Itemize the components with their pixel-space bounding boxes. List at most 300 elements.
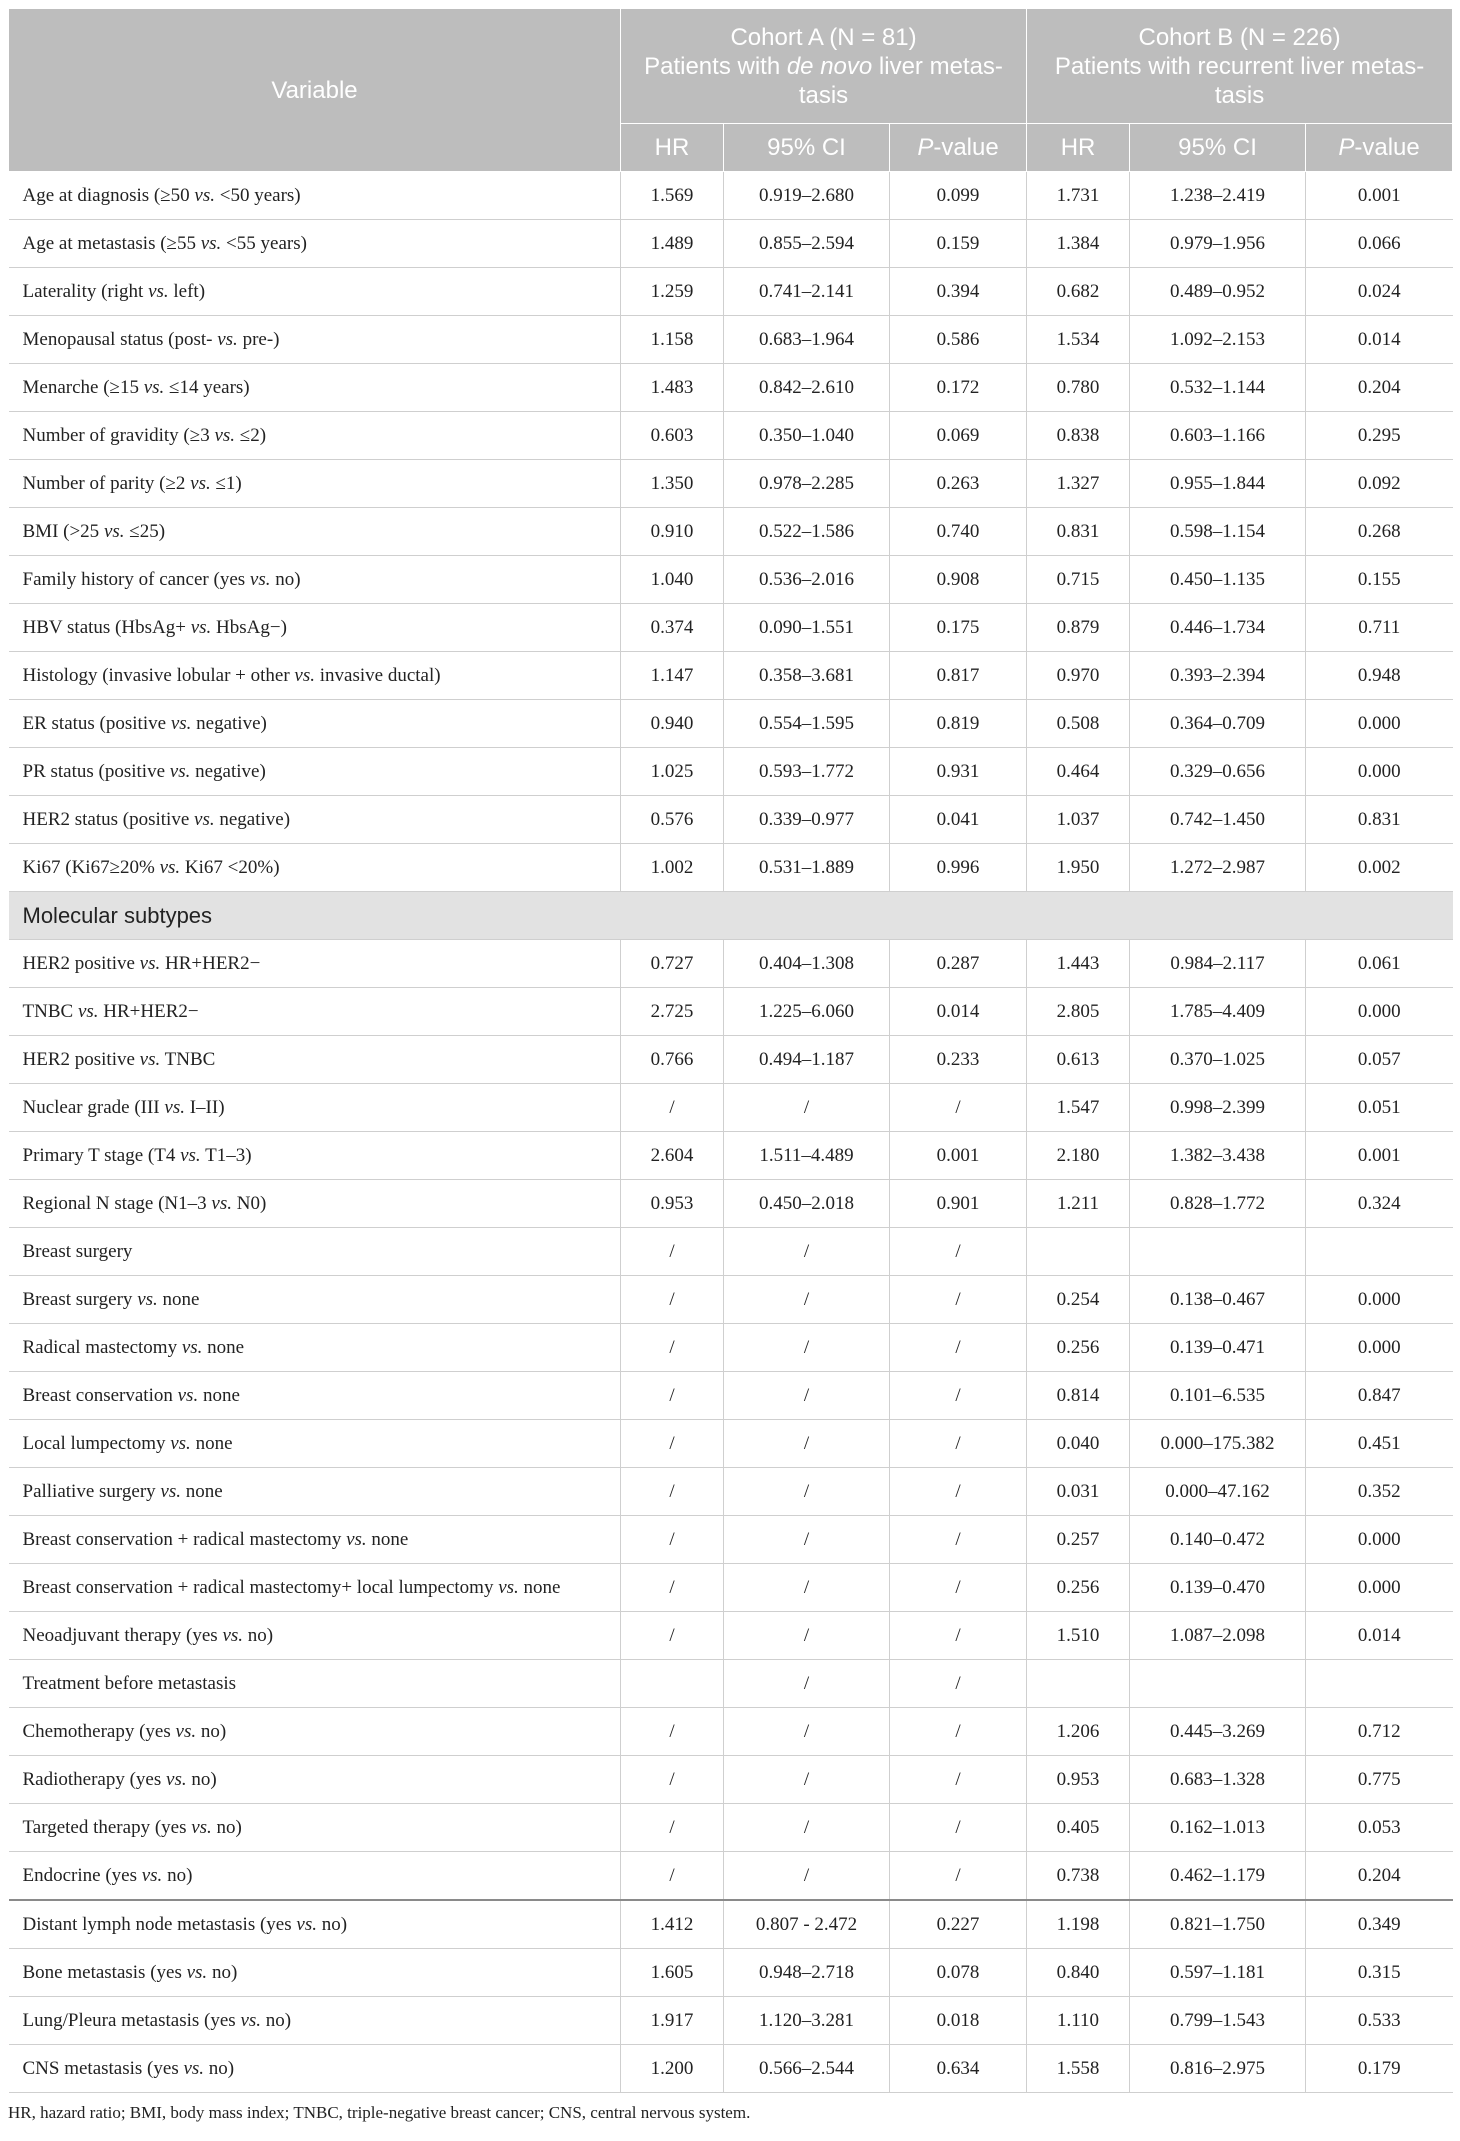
table-row	[9, 268, 1453, 316]
cohort-b-ci-cell: 1.238–2.419	[1130, 172, 1306, 220]
cohort-a-ci-cell: 0.090–1.551	[724, 604, 890, 652]
cohort-a-ci-cell: 0.978–2.285	[724, 460, 890, 508]
cohort-b-hr-cell: 1.198	[1027, 1900, 1130, 1949]
cohort-a-p-value-cell: 0.817	[890, 652, 1027, 700]
cohort-b-hr-cell: 0.405	[1027, 1804, 1130, 1852]
cohort-a-ci-cell: /	[724, 1324, 890, 1372]
cohort-a-ci-cell: 0.522–1.586	[724, 508, 890, 556]
table-row	[9, 652, 1453, 700]
cohort-b-p-value-cell: 0.000	[1306, 700, 1453, 748]
cohort-a-p-value-cell: /	[890, 1660, 1027, 1708]
cohort-a-p-value-cell: /	[890, 1564, 1027, 1612]
cohort-b-hr-cell: 0.780	[1027, 364, 1130, 412]
cohort-b-p-value-cell: 0.053	[1306, 1804, 1453, 1852]
cohort-a-p-value-cell: 0.394	[890, 268, 1027, 316]
cohort-b-p-value-cell: 0.000	[1306, 748, 1453, 796]
cohort-b-ci-cell: 0.445–3.269	[1130, 1708, 1306, 1756]
variable-header: Variable	[9, 9, 621, 172]
cohort-b-ci-cell: 0.816–2.975	[1130, 2045, 1306, 2093]
variable-cell: BMI (>25 vs. ≤25)	[9, 508, 621, 556]
table-row	[9, 1468, 1453, 1516]
cohort-b-p-value-cell: 0.451	[1306, 1420, 1453, 1468]
cohort-a-ci-cell: 0.919–2.680	[724, 172, 890, 220]
cohort-a-desc-pre: Patients with	[644, 52, 787, 80]
cohort-a-hr-cell: 1.605	[621, 1949, 724, 1997]
variable-cell: Ki67 (Ki67≥20% vs. Ki67 <20%)	[9, 844, 621, 892]
variable-cell: Age at diagnosis (≥50 vs. <50 years)	[9, 172, 621, 220]
cohort-a-hr-cell: 0.940	[621, 700, 724, 748]
section-row	[9, 892, 1453, 940]
cohort-b-ci-cell: 0.603–1.166	[1130, 412, 1306, 460]
cohort-a-hr-cell: 1.147	[621, 652, 724, 700]
cohort-b-ci-cell: 0.329–0.656	[1130, 748, 1306, 796]
variable-cell: HER2 positive vs. TNBC	[9, 1036, 621, 1084]
cohort-b-ci-cell: 0.828–1.772	[1130, 1180, 1306, 1228]
cohort-b-ci-cell: 0.489–0.952	[1130, 268, 1306, 316]
section-label: Molecular subtypes	[9, 892, 1453, 940]
variable-cell: Menopausal status (post- vs. pre-)	[9, 316, 621, 364]
cohort-b-hr-cell: 2.180	[1027, 1132, 1130, 1180]
cohort-a-p-value-cell: /	[890, 1708, 1027, 1756]
cohort-a-hr-cell: /	[621, 1084, 724, 1132]
variable-cell: Number of parity (≥2 vs. ≤1)	[9, 460, 621, 508]
cohort-a-hr-cell: 0.766	[621, 1036, 724, 1084]
cohort-a-hr-cell: /	[621, 1804, 724, 1852]
cohort-b-p-value-cell: 0.000	[1306, 988, 1453, 1036]
cohort-b-hr-cell: 0.464	[1027, 748, 1130, 796]
variable-cell: CNS metastasis (yes vs. no)	[9, 2045, 621, 2093]
cohort-a-hr-cell: 1.200	[621, 2045, 724, 2093]
cohort-b-ci-cell: 0.821–1.750	[1130, 1900, 1306, 1949]
cohort-b-p-value-cell: 0.000	[1306, 1564, 1453, 1612]
p-rest: -value	[1354, 134, 1420, 161]
a-ci-header: 95% CI	[724, 124, 890, 172]
results-table	[8, 8, 1453, 2093]
cohort-a-p-value-cell: 0.819	[890, 700, 1027, 748]
table-row	[9, 1420, 1453, 1468]
cohort-a-p-value-cell: /	[890, 1852, 1027, 1901]
cohort-a-ci-cell: 0.450–2.018	[724, 1180, 890, 1228]
cohort-b-p-value-cell: 0.324	[1306, 1180, 1453, 1228]
cohort-a-hr-cell: 1.483	[621, 364, 724, 412]
cohort-a-hr-cell: 1.569	[621, 172, 724, 220]
a-p-header	[890, 124, 1027, 172]
table-row	[9, 1228, 1453, 1276]
cohort-b-ci-cell: 1.087–2.098	[1130, 1612, 1306, 1660]
variable-cell: Lung/Pleura metastasis (yes vs. no)	[9, 1997, 621, 2045]
table-row	[9, 1036, 1453, 1084]
variable-cell: Breast conservation + radical mastectomy+ local lumpectomy vs. none	[9, 1564, 621, 1612]
table-row	[9, 1132, 1453, 1180]
cohort-b-desc: Patients with recurrent liver metas-	[1054, 52, 1425, 80]
cohort-a-hr-cell: 1.489	[621, 220, 724, 268]
cohort-a-header	[621, 9, 1027, 124]
cohort-b-hr-cell: 1.547	[1027, 1084, 1130, 1132]
cohort-b-p-value-cell: 0.000	[1306, 1324, 1453, 1372]
cohort-b-hr-cell: 1.950	[1027, 844, 1130, 892]
table-row	[9, 1372, 1453, 1420]
p-italic: P	[917, 134, 934, 161]
cohort-a-ci-cell: /	[724, 1372, 890, 1420]
cohort-b-hr-cell: 1.558	[1027, 2045, 1130, 2093]
cohort-b-ci-cell: 0.139–0.471	[1130, 1324, 1306, 1372]
cohort-a-p-value-cell: /	[890, 1276, 1027, 1324]
cohort-b-hr-cell: 0.613	[1027, 1036, 1130, 1084]
variable-cell: Breast conservation + radical mastectomy vs. none	[9, 1516, 621, 1564]
table-row	[9, 988, 1453, 1036]
cohort-a-p-value-cell: /	[890, 1612, 1027, 1660]
cohort-b-ci-cell: 0.532–1.144	[1130, 364, 1306, 412]
cohort-a-hr-cell: 1.917	[621, 1997, 724, 2045]
cohort-a-ci-cell: 0.807 - 2.472	[724, 1900, 890, 1949]
cohort-b-hr-cell: 1.510	[1027, 1612, 1130, 1660]
cohort-b-hr-cell: 1.206	[1027, 1708, 1130, 1756]
cohort-b-ci-cell: 0.742–1.450	[1130, 796, 1306, 844]
cohort-a-p-value-cell: /	[890, 1228, 1027, 1276]
cohort-a-p-value-cell: 0.901	[890, 1180, 1027, 1228]
cohort-a-hr-cell: /	[621, 1756, 724, 1804]
b-p-header	[1306, 124, 1453, 172]
cohort-b-hr-cell: 1.534	[1027, 316, 1130, 364]
cohort-a-ci-cell: 0.855–2.594	[724, 220, 890, 268]
table-row	[9, 844, 1453, 892]
cohort-b-ci-cell: 0.446–1.734	[1130, 604, 1306, 652]
cohort-a-ci-cell: 0.358–3.681	[724, 652, 890, 700]
variable-cell: Family history of cancer (yes vs. no)	[9, 556, 621, 604]
table-row	[9, 1949, 1453, 1997]
variable-cell: ER status (positive vs. negative)	[9, 700, 621, 748]
cohort-b-hr-cell: 0.840	[1027, 1949, 1130, 1997]
cohort-b-p-value-cell: 0.024	[1306, 268, 1453, 316]
cohort-a-hr-cell: /	[621, 1468, 724, 1516]
cohort-b-p-value-cell: 0.831	[1306, 796, 1453, 844]
table-row	[9, 460, 1453, 508]
variable-cell: Breast conservation vs. none	[9, 1372, 621, 1420]
cohort-b-hr-cell: 0.838	[1027, 412, 1130, 460]
cohort-b-hr-cell: 0.682	[1027, 268, 1130, 316]
variable-cell: Radical mastectomy vs. none	[9, 1324, 621, 1372]
cohort-a-hr-cell: /	[621, 1516, 724, 1564]
table-body	[9, 172, 1453, 2093]
variable-cell: Neoadjuvant therapy (yes vs. no)	[9, 1612, 621, 1660]
cohort-b-hr-cell	[1027, 1228, 1130, 1276]
cohort-a-p-value-cell: /	[890, 1324, 1027, 1372]
cohort-b-p-value-cell: 0.002	[1306, 844, 1453, 892]
cohort-a-hr-cell: /	[621, 1372, 724, 1420]
cohort-a-p-value-cell: /	[890, 1420, 1027, 1468]
variable-cell: Endocrine (yes vs. no)	[9, 1852, 621, 1901]
table-row	[9, 1180, 1453, 1228]
cohort-a-hr-cell: /	[621, 1612, 724, 1660]
table-row	[9, 1804, 1453, 1852]
cohort-b-ci-cell	[1130, 1660, 1306, 1708]
cohort-b-ci-cell: 1.785–4.409	[1130, 988, 1306, 1036]
cohort-a-ci-cell: 1.120–3.281	[724, 1997, 890, 2045]
cohort-b-ci-cell: 0.162–1.013	[1130, 1804, 1306, 1852]
cohort-a-ci-cell: /	[724, 1516, 890, 1564]
cohort-a-p-value-cell: /	[890, 1084, 1027, 1132]
cohort-a-p-value-cell: 0.263	[890, 460, 1027, 508]
variable-cell: Regional N stage (N1–3 vs. N0)	[9, 1180, 621, 1228]
cohort-a-ci-cell: /	[724, 1852, 890, 1901]
cohort-a-ci-cell: /	[724, 1564, 890, 1612]
cohort-b-p-value-cell	[1306, 1228, 1453, 1276]
cohort-a-hr-cell: 0.727	[621, 940, 724, 988]
p-italic: P	[1338, 134, 1355, 161]
cohort-a-hr-cell: 0.603	[621, 412, 724, 460]
cohort-b-p-value-cell: 0.775	[1306, 1756, 1453, 1804]
cohort-a-hr-cell: 1.158	[621, 316, 724, 364]
cohort-a-p-value-cell: 0.227	[890, 1900, 1027, 1949]
cohort-a-ci-cell: 0.948–2.718	[724, 1949, 890, 1997]
variable-cell: Primary T stage (T4 vs. T1–3)	[9, 1132, 621, 1180]
cohort-a-ci-cell: /	[724, 1420, 890, 1468]
variable-cell: Radiotherapy (yes vs. no)	[9, 1756, 621, 1804]
cohort-a-p-value-cell: 0.740	[890, 508, 1027, 556]
cohort-a-p-value-cell: 0.018	[890, 1997, 1027, 2045]
cohort-a-ci-cell: 0.404–1.308	[724, 940, 890, 988]
cohort-b-hr-cell: 1.110	[1027, 1997, 1130, 2045]
cohort-a-desc-em: de novo	[786, 52, 873, 80]
cohort-b-p-value-cell: 0.179	[1306, 2045, 1453, 2093]
cohort-a-p-value-cell: 0.586	[890, 316, 1027, 364]
cohort-a-hr-cell	[621, 1660, 724, 1708]
cohort-b-p-value-cell: 0.204	[1306, 1852, 1453, 1901]
cohort-b-ci-cell: 1.272–2.987	[1130, 844, 1306, 892]
cohort-a-desc-post: liver metas-	[872, 52, 1003, 80]
cohort-b-hr-cell: 0.879	[1027, 604, 1130, 652]
cohort-a-p-value-cell: 0.175	[890, 604, 1027, 652]
cohort-b-p-value-cell: 0.155	[1306, 556, 1453, 604]
variable-cell: Treatment before metastasis	[9, 1660, 621, 1708]
cohort-a-ci-cell: /	[724, 1276, 890, 1324]
cohort-a-ci-cell: /	[724, 1084, 890, 1132]
cohort-a-p-value-cell: 0.041	[890, 796, 1027, 844]
table-row	[9, 412, 1453, 460]
cohort-a-p-value-cell: 0.014	[890, 988, 1027, 1036]
cohort-a-desc-line3: tasis	[798, 81, 849, 109]
cohort-b-ci-cell: 0.370–1.025	[1130, 1036, 1306, 1084]
cohort-a-title: Cohort A (N = 81)	[730, 23, 917, 51]
table-row	[9, 1324, 1453, 1372]
table-row	[9, 1516, 1453, 1564]
cohort-b-p-value-cell: 0.092	[1306, 460, 1453, 508]
table-row	[9, 604, 1453, 652]
cohort-b-p-value-cell: 0.014	[1306, 316, 1453, 364]
cohort-b-p-value-cell: 0.001	[1306, 172, 1453, 220]
cohort-b-ci-cell: 0.450–1.135	[1130, 556, 1306, 604]
cohort-b-hr-cell: 0.715	[1027, 556, 1130, 604]
table-row	[9, 316, 1453, 364]
table-row	[9, 508, 1453, 556]
variable-cell: Histology (invasive lobular + other vs. invasive ductal)	[9, 652, 621, 700]
cohort-a-ci-cell: /	[724, 1612, 890, 1660]
table-row	[9, 1084, 1453, 1132]
cohort-a-ci-cell: 0.350–1.040	[724, 412, 890, 460]
cohort-a-ci-cell: /	[724, 1804, 890, 1852]
variable-cell: Distant lymph node metastasis (yes vs. no)	[9, 1900, 621, 1949]
cohort-b-p-value-cell: 0.051	[1306, 1084, 1453, 1132]
cohort-b-hr-cell: 1.443	[1027, 940, 1130, 988]
cohort-b-hr-cell	[1027, 1660, 1130, 1708]
variable-cell: TNBC vs. HR+HER2−	[9, 988, 621, 1036]
table-row	[9, 1852, 1453, 1901]
cohort-a-p-value-cell: 0.159	[890, 220, 1027, 268]
variable-cell: Menarche (≥15 vs. ≤14 years)	[9, 364, 621, 412]
cohort-a-p-value-cell: 0.001	[890, 1132, 1027, 1180]
cohort-b-title: Cohort B (N = 226)	[1138, 23, 1341, 51]
cohort-b-hr-cell: 0.256	[1027, 1324, 1130, 1372]
cohort-b-p-value-cell: 0.057	[1306, 1036, 1453, 1084]
b-ci-header: 95% CI	[1130, 124, 1306, 172]
cohort-a-p-value-cell: /	[890, 1756, 1027, 1804]
variable-cell: Bone metastasis (yes vs. no)	[9, 1949, 621, 1997]
cohort-b-hr-cell: 0.738	[1027, 1852, 1130, 1901]
cohort-a-p-value-cell: 0.287	[890, 940, 1027, 988]
cohort-b-p-value-cell: 0.268	[1306, 508, 1453, 556]
cohort-a-ci-cell: 0.339–0.977	[724, 796, 890, 844]
cohort-a-p-value-cell: /	[890, 1804, 1027, 1852]
cohort-a-hr-cell: 1.412	[621, 1900, 724, 1949]
variable-cell: Laterality (right vs. left)	[9, 268, 621, 316]
cohort-b-p-value-cell: 0.349	[1306, 1900, 1453, 1949]
table-row	[9, 796, 1453, 844]
cohort-a-hr-cell: 2.725	[621, 988, 724, 1036]
cohort-a-ci-cell: /	[724, 1708, 890, 1756]
cohort-b-ci-cell: 0.140–0.472	[1130, 1516, 1306, 1564]
table-row	[9, 220, 1453, 268]
cohort-a-hr-cell: /	[621, 1708, 724, 1756]
cohort-b-hr-cell: 0.031	[1027, 1468, 1130, 1516]
cohort-b-ci-cell: 0.000–175.382	[1130, 1420, 1306, 1468]
cohort-a-hr-cell: 1.025	[621, 748, 724, 796]
variable-cell: PR status (positive vs. negative)	[9, 748, 621, 796]
cohort-b-header	[1027, 9, 1453, 124]
cohort-a-p-value-cell: 0.908	[890, 556, 1027, 604]
table-row	[9, 1756, 1453, 1804]
cohort-a-p-value-cell: 0.931	[890, 748, 1027, 796]
cohort-a-hr-cell: /	[621, 1324, 724, 1372]
variable-cell: Breast surgery vs. none	[9, 1276, 621, 1324]
cohort-a-p-value-cell: 0.634	[890, 2045, 1027, 2093]
cohort-b-p-value-cell	[1306, 1660, 1453, 1708]
cohort-b-hr-cell: 0.831	[1027, 508, 1130, 556]
p-rest: -value	[933, 134, 999, 161]
cohort-b-ci-cell: 0.139–0.470	[1130, 1564, 1306, 1612]
variable-cell: Nuclear grade (III vs. I–II)	[9, 1084, 621, 1132]
cohort-b-p-value-cell: 0.352	[1306, 1468, 1453, 1516]
cohort-a-hr-cell: /	[621, 1852, 724, 1901]
cohort-a-p-value-cell: /	[890, 1372, 1027, 1420]
cohort-a-hr-cell: 0.576	[621, 796, 724, 844]
cohort-b-ci-cell: 0.462–1.179	[1130, 1852, 1306, 1901]
variable-cell: Local lumpectomy vs. none	[9, 1420, 621, 1468]
cohort-b-p-value-cell: 0.061	[1306, 940, 1453, 988]
table-header	[9, 9, 1453, 172]
cohort-a-ci-cell: 0.554–1.595	[724, 700, 890, 748]
variable-cell: Targeted therapy (yes vs. no)	[9, 1804, 621, 1852]
cohort-b-hr-cell: 0.814	[1027, 1372, 1130, 1420]
table-row	[9, 700, 1453, 748]
table-row	[9, 1612, 1453, 1660]
cohort-b-ci-cell: 0.393–2.394	[1130, 652, 1306, 700]
cohort-a-hr-cell: 1.259	[621, 268, 724, 316]
cohort-a-hr-cell: 1.002	[621, 844, 724, 892]
table-row	[9, 1564, 1453, 1612]
cohort-a-hr-cell: /	[621, 1276, 724, 1324]
table-row	[9, 556, 1453, 604]
cohort-b-ci-cell: 0.979–1.956	[1130, 220, 1306, 268]
table-row	[9, 1708, 1453, 1756]
cohort-b-ci-cell: 0.955–1.844	[1130, 460, 1306, 508]
cohort-a-ci-cell: 0.536–2.016	[724, 556, 890, 604]
cohort-b-hr-cell: 1.211	[1027, 1180, 1130, 1228]
variable-cell: Palliative surgery vs. none	[9, 1468, 621, 1516]
cohort-b-hr-cell: 0.256	[1027, 1564, 1130, 1612]
cohort-a-hr-cell: 1.350	[621, 460, 724, 508]
variable-cell: Age at metastasis (≥55 vs. <55 years)	[9, 220, 621, 268]
cohort-b-hr-cell: 0.953	[1027, 1756, 1130, 1804]
footnote: HR, hazard ratio; BMI, body mass index; TNBC, triple-negative breast cancer; CNS, central nervous system.	[8, 2103, 751, 2122]
cohort-b-p-value-cell: 0.315	[1306, 1949, 1453, 1997]
cohort-a-ci-cell: /	[724, 1228, 890, 1276]
cohort-b-p-value-cell: 0.712	[1306, 1708, 1453, 1756]
cohort-b-desc-line3: tasis	[1214, 81, 1265, 109]
cohort-b-p-value-cell: 0.014	[1306, 1612, 1453, 1660]
cohort-a-hr-cell: 0.910	[621, 508, 724, 556]
cohort-a-ci-cell: 0.593–1.772	[724, 748, 890, 796]
cohort-b-ci-cell: 0.799–1.543	[1130, 1997, 1306, 2045]
cohort-b-ci-cell: 1.382–3.438	[1130, 1132, 1306, 1180]
cohort-a-ci-cell: /	[724, 1468, 890, 1516]
table-row	[9, 1660, 1453, 1708]
variable-cell: Chemotherapy (yes vs. no)	[9, 1708, 621, 1756]
cohort-a-hr-cell: 2.604	[621, 1132, 724, 1180]
cohort-a-ci-cell: 0.842–2.610	[724, 364, 890, 412]
table-row	[9, 1900, 1453, 1949]
cohort-a-hr-cell: /	[621, 1564, 724, 1612]
table-row	[9, 748, 1453, 796]
cohort-a-hr-cell: /	[621, 1228, 724, 1276]
cohort-a-ci-cell: /	[724, 1756, 890, 1804]
cohort-b-hr-cell: 0.257	[1027, 1516, 1130, 1564]
cohort-b-hr-cell: 0.970	[1027, 652, 1130, 700]
cohort-a-p-value-cell: 0.078	[890, 1949, 1027, 1997]
cohort-b-p-value-cell: 0.711	[1306, 604, 1453, 652]
table-row	[9, 1997, 1453, 2045]
cohort-b-hr-cell: 1.731	[1027, 172, 1130, 220]
cohort-b-hr-cell: 1.384	[1027, 220, 1130, 268]
cohort-a-p-value-cell: /	[890, 1516, 1027, 1564]
cohort-b-p-value-cell: 0.001	[1306, 1132, 1453, 1180]
table-row	[9, 2045, 1453, 2093]
cohort-a-ci-cell: 1.511–4.489	[724, 1132, 890, 1180]
variable-cell: HER2 status (positive vs. negative)	[9, 796, 621, 844]
cohort-b-p-value-cell: 0.948	[1306, 652, 1453, 700]
cohort-b-ci-cell	[1130, 1228, 1306, 1276]
variable-cell: HBV status (HbsAg+ vs. HbsAg−)	[9, 604, 621, 652]
cohort-b-ci-cell: 0.683–1.328	[1130, 1756, 1306, 1804]
cohort-a-hr-cell: /	[621, 1420, 724, 1468]
table-row	[9, 172, 1453, 220]
cohort-a-p-value-cell: 0.996	[890, 844, 1027, 892]
cohort-b-hr-cell: 0.254	[1027, 1276, 1130, 1324]
cohort-b-ci-cell: 0.598–1.154	[1130, 508, 1306, 556]
cohort-a-ci-cell: 0.566–2.544	[724, 2045, 890, 2093]
cohort-a-ci-cell: 0.741–2.141	[724, 268, 890, 316]
variable-cell: HER2 positive vs. HR+HER2−	[9, 940, 621, 988]
cohort-a-hr-cell: 0.374	[621, 604, 724, 652]
